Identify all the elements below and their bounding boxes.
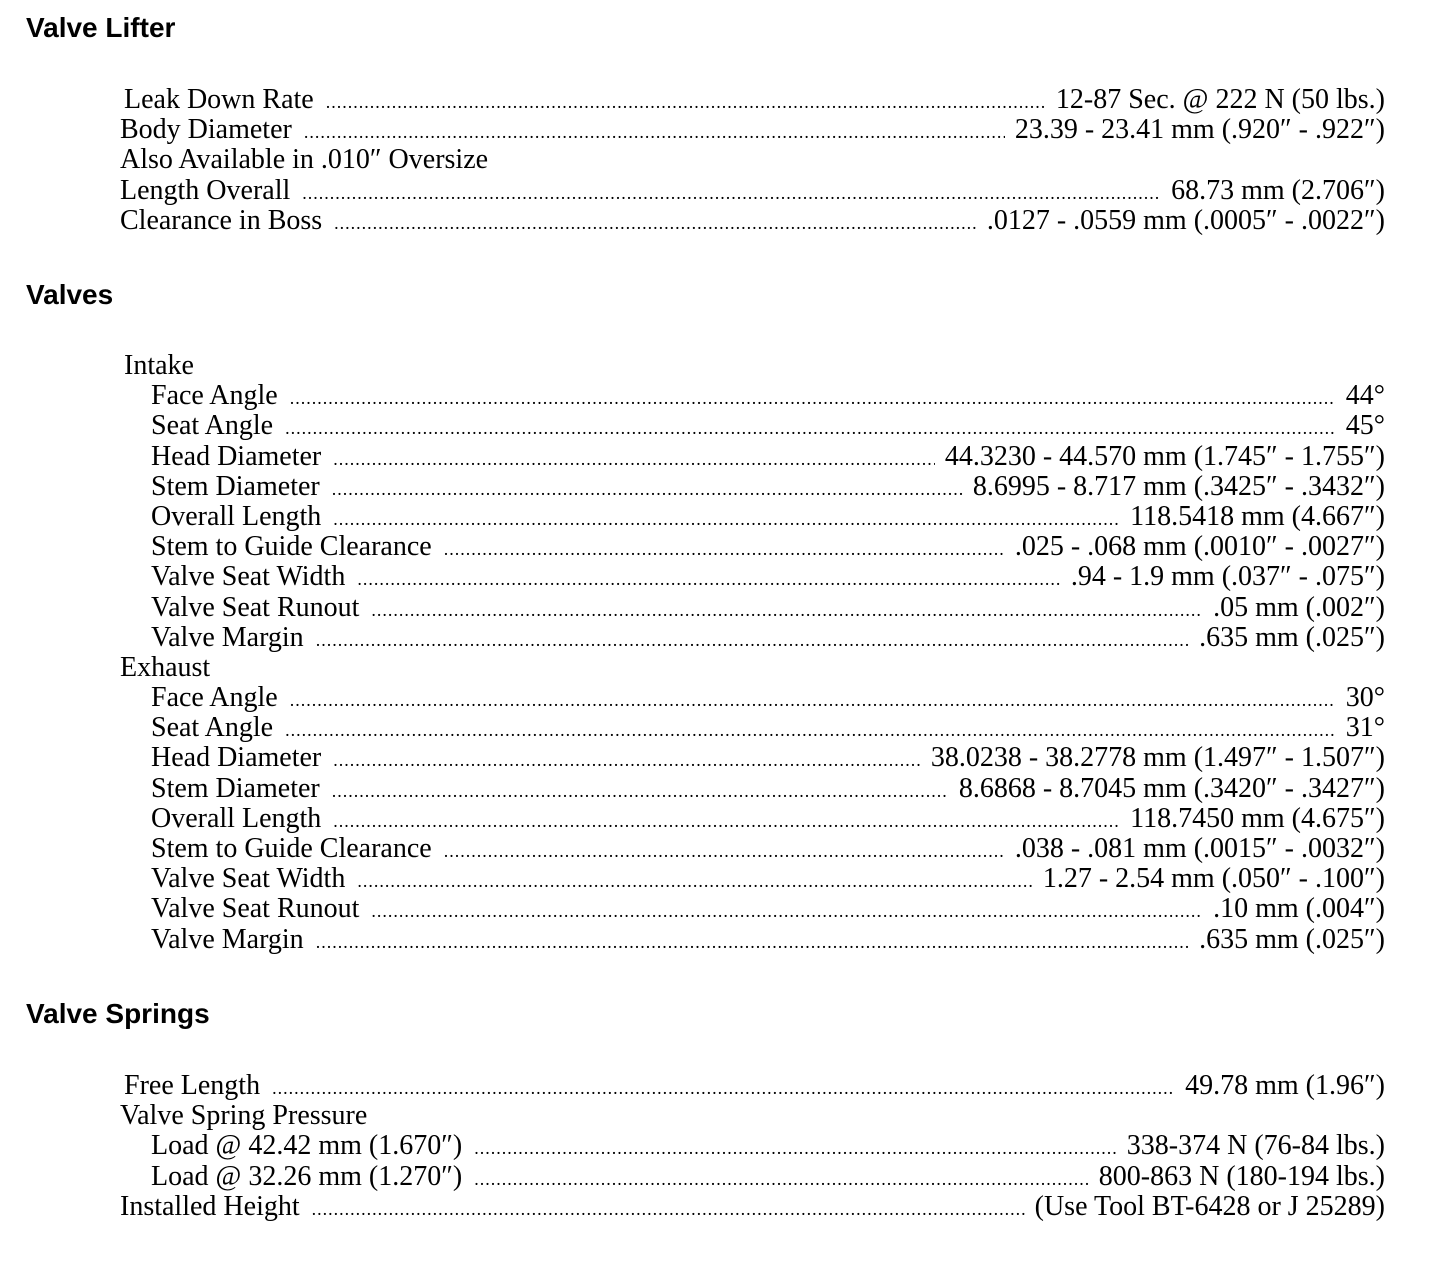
spec-label: Head Diameter [151,441,322,472]
section-heading-valve-lifter: Valve Lifter [26,12,176,43]
spec-row-exhaust-stem-diameter [120,774,1385,804]
spec-label: Stem Diameter [151,471,320,502]
dot-leader [371,595,1203,623]
dot-leader [474,1133,1117,1161]
spec-value: 45° [1345,411,1385,442]
spec-block-valve-lifter [120,85,1385,236]
spec-row-exhaust-face-angle [120,683,1385,713]
spec-value: .10 mm (.004″) [1213,894,1385,925]
spec-label: Exhaust [120,652,211,683]
spec-value: .025 - .068 mm (.0010″ - .0027″) [1014,532,1385,563]
dot-leader [333,745,921,773]
spec-row-intake-valve-margin [120,623,1385,653]
spec-row-intake-seat-angle [120,411,1385,441]
spec-value: 44.3230 - 44.570 mm (1.745″ - 1.755″) [944,441,1385,472]
dot-leader [333,806,1120,834]
spec-label: Face Angle [151,683,278,714]
spec-row-free-length [120,1071,1385,1101]
dot-leader [333,444,935,472]
spec-value: .0127 - .0559 mm (.0005″ - .0022″) [986,205,1385,236]
spec-note-oversize [120,145,1385,175]
dot-leader [332,776,949,804]
spec-label: Also Available in .010″ Oversize [120,145,489,176]
spec-value: 30° [1345,683,1385,714]
spec-value: 8.6868 - 8.7045 mm (.3420″ - .3427″) [958,773,1385,804]
spec-block-valves [120,351,1385,955]
dot-leader [304,117,1005,145]
spec-row-intake-overall-length [120,502,1385,532]
spec-label: Valve Seat Runout [151,592,360,623]
dot-leader [285,715,1336,743]
spec-row-intake-face-angle [120,381,1385,411]
spec-row-body-diameter [120,115,1385,145]
dot-leader [332,474,963,502]
spec-label: Valve Margin [151,924,304,955]
spec-label: Seat Angle [151,411,274,442]
spec-label: Head Diameter [151,743,322,774]
spec-row-intake-stem-diameter [120,472,1385,502]
spec-value: .038 - .081 mm (.0015″ - .0032″) [1014,834,1385,864]
spec-value: 800-863 N (180-194 lbs.) [1098,1161,1385,1192]
spec-label: Free Length [124,1071,261,1101]
dot-leader [285,413,1336,441]
spec-label: Overall Length [151,501,322,532]
spec-value: 12-87 Sec. @ 222 N (50 lbs.) [1055,85,1385,115]
spec-row-exhaust-valve-seat-width [120,864,1385,894]
spec-row-intake-valve-seat-width [120,562,1385,592]
spec-value: .94 - 1.9 mm (.037″ - .075″) [1070,562,1385,593]
spec-label: Valve Seat Width [151,864,346,895]
dot-leader [290,685,1336,713]
spec-row-clearance-in-boss [120,206,1385,236]
spec-row-load-32-26 [120,1162,1385,1192]
spec-label: Valve Seat Runout [151,894,360,925]
spec-row-exhaust-head-diameter [120,743,1385,773]
spec-value: 38.0238 - 38.2778 mm (1.497″ - 1.507″) [930,743,1385,774]
dot-leader [326,87,1046,115]
subsection-label-valve-spring-pressure [120,1101,1385,1131]
dot-leader [444,534,1005,562]
dot-leader [312,1194,1025,1222]
spec-value: 8.6995 - 8.717 mm (.3425″ - .3432″) [972,471,1385,502]
subsection-label-intake [120,351,1385,381]
subsection-label-exhaust [120,653,1385,683]
spec-label: Installed Height [120,1191,300,1222]
spec-value: .05 mm (.002″) [1213,592,1385,623]
spec-value: (Use Tool BT-6428 or J 25289) [1034,1191,1385,1222]
spec-value: 44° [1345,381,1385,412]
spec-row-installed-height [120,1192,1385,1222]
spec-value: 49.78 mm (1.96″) [1185,1071,1385,1101]
spec-block-valve-springs [120,1071,1385,1222]
spec-label: Valve Spring Pressure [120,1101,368,1132]
spec-label: Clearance in Boss [120,205,323,236]
spec-row-intake-valve-seat-runout [120,593,1385,623]
spec-label: Load @ 42.42 mm (1.670″) [151,1131,463,1162]
spec-label: Intake [124,351,194,381]
spec-row-exhaust-valve-seat-runout [120,894,1385,924]
spec-label: Seat Angle [151,713,274,744]
spec-label: Valve Margin [151,622,304,653]
section-heading-valves: Valves [26,279,114,310]
dot-leader [316,625,1189,653]
dot-leader [371,896,1203,924]
spec-value: 338-374 N (76-84 lbs.) [1126,1131,1385,1162]
dot-leader [272,1073,1175,1101]
spec-label: Stem Diameter [151,773,320,804]
spec-label: Face Angle [151,381,278,412]
spec-value: .635 mm (.025″) [1199,924,1385,955]
spec-label: Length Overall [120,175,291,206]
spec-row-exhaust-valve-margin [120,925,1385,955]
spec-value: 68.73 mm (2.706″) [1171,175,1385,206]
spec-row-exhaust-seat-angle [120,713,1385,743]
dot-leader [357,564,1060,592]
spec-row-leak-down-rate [120,85,1385,115]
spec-label: Body Diameter [120,115,292,146]
spec-label: Overall Length [151,803,322,834]
dot-leader [316,927,1189,955]
spec-label: Stem to Guide Clearance [151,532,432,563]
spec-row-length-overall [120,176,1385,206]
dot-leader [290,383,1336,411]
dot-leader [334,208,977,236]
spec-row-exhaust-overall-length [120,804,1385,834]
spec-value: 23.39 - 23.41 mm (.920″ - .922″) [1014,115,1385,146]
spec-row-intake-head-diameter [120,442,1385,472]
spec-row-intake-stem-guide-clearance [120,532,1385,562]
dot-leader [302,178,1161,206]
spec-row-load-42-42 [120,1131,1385,1161]
dot-leader [357,866,1032,894]
spec-row-exhaust-stem-guide-clearance [120,834,1385,864]
spec-label: Stem to Guide Clearance [151,834,432,864]
spec-value: 31° [1345,713,1385,744]
spec-value: 118.7450 mm (4.675″) [1130,803,1385,834]
dot-leader [474,1164,1089,1192]
dot-leader [333,504,1120,532]
spec-value: .635 mm (.025″) [1199,622,1385,653]
spec-label: Leak Down Rate [124,85,314,115]
spec-label: Load @ 32.26 mm (1.270″) [151,1161,463,1192]
section-heading-valve-springs: Valve Springs [26,998,210,1029]
spec-value: 1.27 - 2.54 mm (.050″ - .100″) [1042,864,1385,895]
spec-value: 118.5418 mm (4.667″) [1130,501,1385,532]
spec-label: Valve Seat Width [151,562,346,593]
dot-leader [444,836,1005,864]
